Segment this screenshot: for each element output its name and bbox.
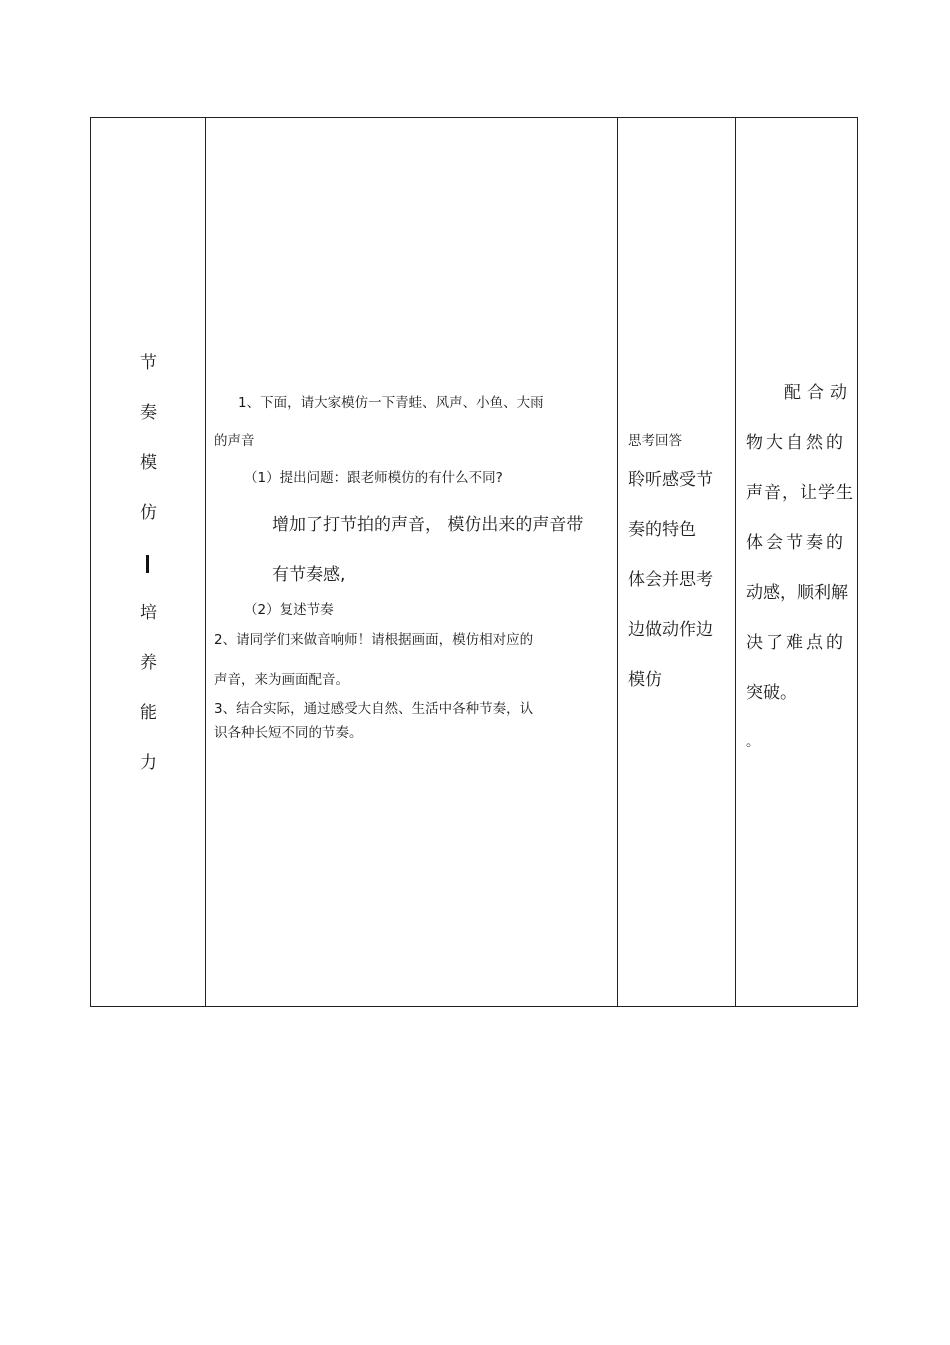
section-label-char: 力	[140, 753, 157, 773]
student-activity-cell	[618, 118, 736, 1006]
activity-line6: 模仿	[628, 670, 662, 690]
process-answer-line1: 增加了打节拍的声音， 模仿出来的声音带	[272, 515, 584, 535]
intent-line1: 配合动	[784, 383, 853, 403]
section-label-char: 模	[140, 453, 157, 473]
intent-line8: 。	[746, 734, 760, 750]
intent-line4: 体会节奏的	[746, 533, 846, 553]
activity-line4: 体会并思考	[628, 570, 713, 590]
intent-line5: 动感，顺利解	[746, 583, 848, 603]
process-answer-line2: 有节奏感,	[272, 565, 346, 585]
section-label-char: 仿	[140, 503, 157, 523]
process-item2-line1: 2、请同学们来做音响师！请根据画面，模仿相对应的	[214, 632, 534, 648]
intent-line3: 声音，让学生	[746, 483, 854, 503]
intent-line6: 决了难点的	[746, 633, 846, 653]
lesson-table	[90, 117, 858, 1007]
process-item1-line2: 的声音	[214, 433, 255, 449]
activity-line5: 边做动作边	[628, 620, 713, 640]
intent-line2: 物大自然的	[746, 433, 846, 453]
activity-line1: 思考回答	[628, 433, 682, 449]
section-label-char: 能	[140, 703, 157, 723]
process-item3-line2: 识各种长短不同的节奏。	[214, 725, 363, 741]
process-item2-line2: 声音，来为画面配音。	[214, 672, 349, 688]
section-label-char: 奏	[140, 403, 157, 423]
activity-line2: 聆听感受节	[628, 470, 713, 490]
vertical-divider-mark	[146, 555, 149, 573]
design-intent-cell	[736, 118, 859, 1006]
teaching-process-cell	[206, 118, 618, 1006]
process-question1: （1）提出问题：跟老师模仿的有什么不同?	[244, 470, 503, 486]
process-item3-line1: 3、结合实际，通过感受大自然、生活中各种节奏，认	[214, 701, 534, 717]
section-label-char: 养	[140, 653, 157, 673]
process-item1-line1: 1、下面，请大家模仿一下青蛙、风声、小鱼、大雨	[238, 395, 544, 411]
section-label-char: 节	[140, 353, 157, 373]
activity-line3: 奏的特色	[628, 520, 696, 540]
section-label-cell	[91, 118, 206, 1006]
process-question2: （2）复述节奏	[244, 602, 334, 618]
section-label-char: 培	[140, 603, 157, 623]
intent-line7: 突破。	[746, 683, 797, 703]
